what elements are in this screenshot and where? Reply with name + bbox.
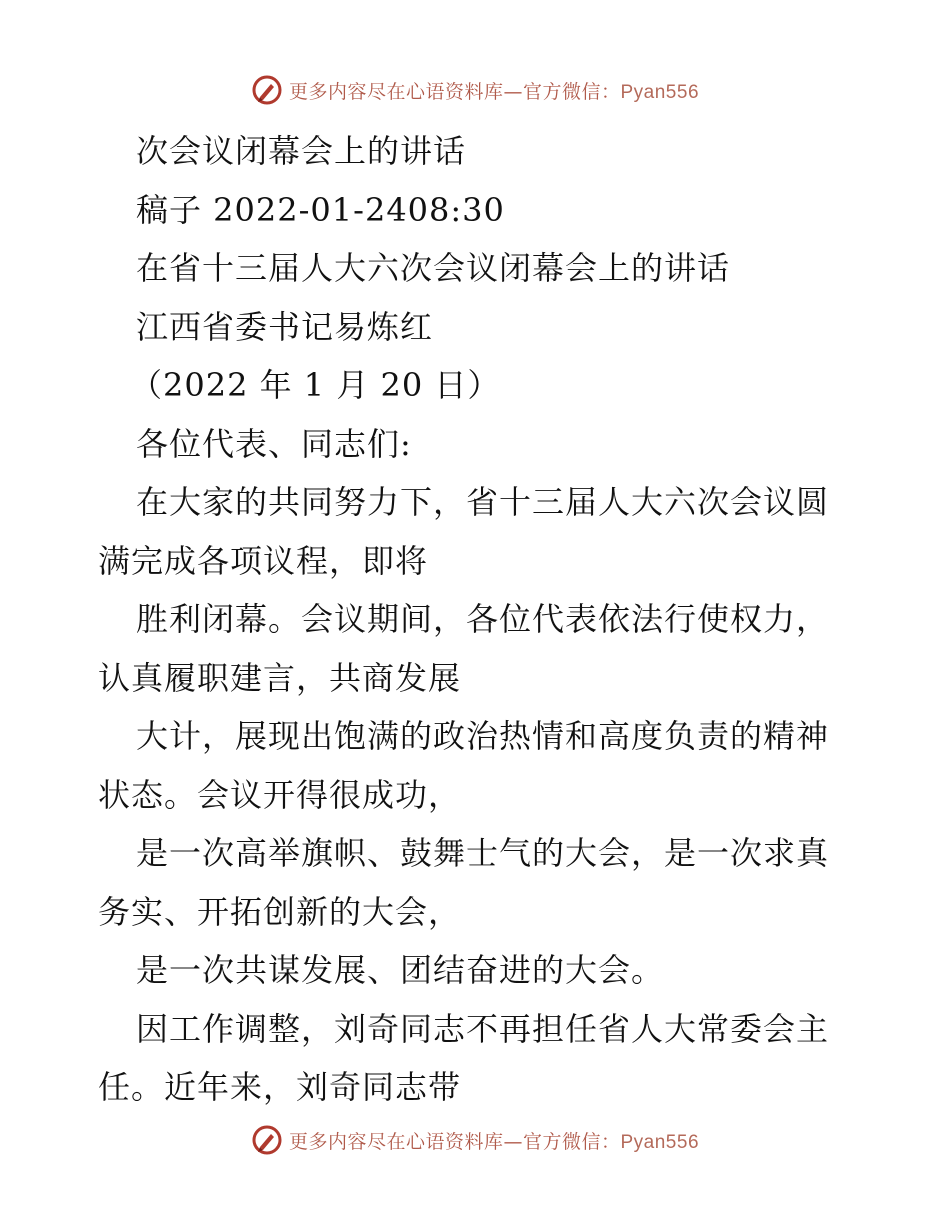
text-line: 在大家的共同努力下，省十三届人大六次会议圆: [136, 483, 830, 521]
watermark-suffix: 官方微信：: [522, 1130, 621, 1153]
watermark-separator: —: [503, 80, 523, 103]
text-line: 认真履职建言，共商发展: [98, 658, 462, 697]
watermark-text: [289, 77, 699, 104]
watermark-main-text: 更多内容尽在心语资料库: [288, 1130, 504, 1153]
text-line: 务实、开拓创新的大会，: [98, 892, 462, 931]
text-line: 满完成各项议程，即将: [98, 541, 429, 580]
watermark-separator: —: [503, 1130, 523, 1153]
speech-title: 在省十三届人大六次会议闭幕会上的讲话: [136, 249, 731, 287]
watermark-handle: Pyan556: [620, 81, 700, 103]
text-line: 次会议闭幕会上的讲话: [136, 132, 467, 170]
text-line: 稿子 2022-01-2408:30: [136, 190, 505, 229]
text-line: 大计，展现出饱满的政治热情和高度负责的精神: [136, 717, 830, 755]
pen-logo-icon: [251, 74, 283, 106]
document-body: [98, 122, 858, 1117]
text-line: 胜利闭幕。会议期间，各位代表依法行使权力，: [136, 600, 830, 638]
watermark-handle: Pyan556: [620, 1131, 700, 1153]
text-line: 因工作调整，刘奇同志不再担任省人大常委会主: [136, 1009, 830, 1048]
watermark-main-text: 更多内容尽在心语资料库: [288, 80, 504, 103]
header-watermark: [0, 70, 950, 110]
text-line: 状态。会议开得很成功，: [98, 775, 462, 814]
pen-logo-icon: [251, 1124, 283, 1156]
text-line: 是一次高举旗帜、鼓舞士气的大会，是一次求真: [136, 834, 830, 872]
watermark-suffix: 官方微信：: [522, 80, 621, 103]
text-line: 是一次共谋发展、团结奋进的大会。: [136, 951, 665, 989]
text-line: 任。近年来，刘奇同志带: [98, 1068, 462, 1106]
speaker-line: 江西省委书记易炼红: [136, 307, 434, 346]
watermark-text: [289, 1127, 699, 1154]
salutation: 各位代表、同志们:: [136, 424, 412, 463]
footer-watermark: [0, 1120, 950, 1160]
date-line: （2022 年 1 月 20 日）: [130, 366, 501, 404]
